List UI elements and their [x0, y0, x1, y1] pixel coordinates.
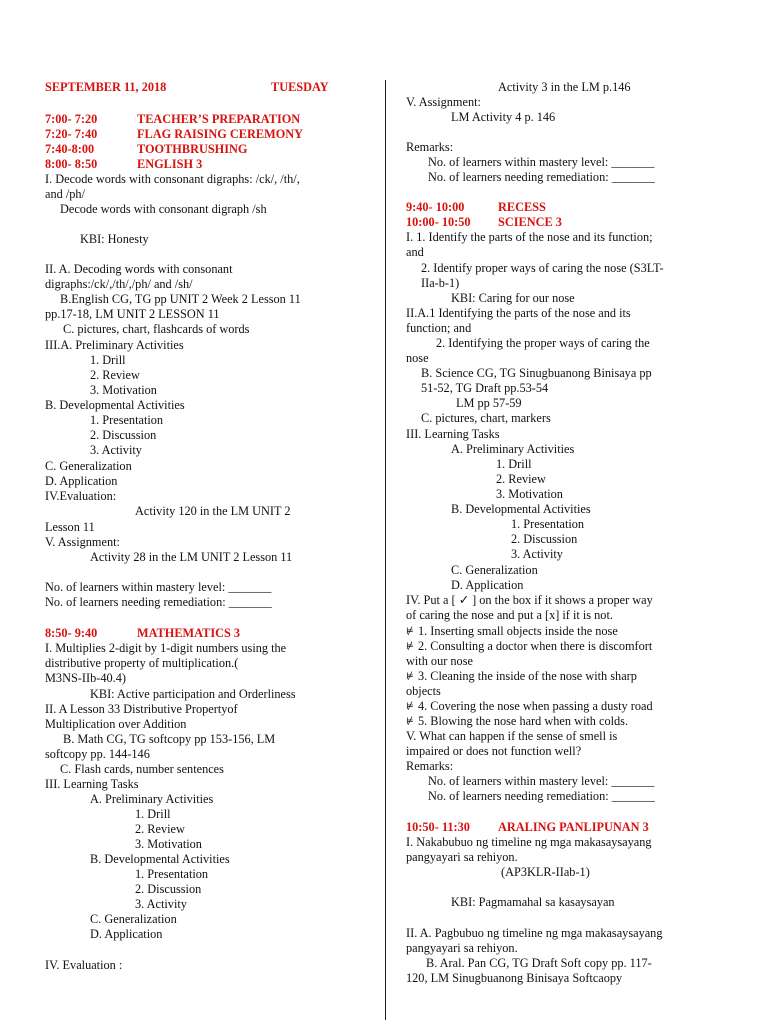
math-line: 1. Presentation	[135, 867, 209, 881]
english-line: 1. Presentation	[90, 413, 164, 427]
math-subject: MATHEMATICS 3	[137, 626, 241, 640]
science-line: A. Preliminary Activities	[451, 442, 575, 456]
math-line: B. Developmental Activities	[90, 852, 230, 866]
science-time: 10:00- 10:50	[406, 215, 471, 229]
math-line: 3. Motivation	[135, 837, 202, 851]
science-subject: SCIENCE 3	[498, 215, 562, 229]
lesson-line: Remarks:	[406, 140, 454, 154]
science-item-text: 2. Consulting a doctor when there is discomfort	[418, 639, 653, 653]
science-line: B. Developmental Activities	[451, 502, 591, 516]
science-line	[406, 714, 628, 729]
english-line: Lesson 11	[45, 520, 95, 534]
english-line: 2. Discussion	[90, 428, 157, 442]
math-line: A. Preliminary Activities	[90, 792, 214, 806]
lesson-line: V. Assignment:	[406, 95, 481, 109]
schedule-time: 7:40-8:00	[45, 142, 95, 156]
math-line: M3NS-IIb-40.4)	[45, 671, 126, 685]
recess-label: RECESS	[498, 200, 546, 214]
science-line: Remarks:	[406, 759, 454, 773]
science-line: 2. Identify proper ways of caring the nose (S3LT-	[421, 261, 664, 275]
science-line: and	[406, 245, 424, 259]
english-line: and /ph/	[45, 187, 85, 201]
english-line: 3. Activity	[90, 443, 142, 457]
english-line: III.A. Preliminary Activities	[45, 338, 184, 352]
english-line: C. pictures, chart, flashcards of words	[63, 322, 250, 336]
schedule-time: 7:00- 7:20	[45, 112, 98, 126]
english-line: pp.17-18, LM UNIT 2 LESSON 11	[45, 307, 220, 321]
science-line: with our nose	[406, 654, 473, 668]
science-line	[406, 639, 652, 654]
english-line: II. A. Decoding words with consonant	[45, 262, 233, 276]
science-line: 2. Discussion	[511, 532, 578, 546]
checkmark-icon: ⊭	[406, 671, 414, 681]
ap-line: pangyayari sa rehiyon.	[406, 941, 518, 955]
english-line: C. Generalization	[45, 459, 132, 473]
ap-line: (AP3KLR-IIab-1)	[501, 865, 590, 879]
science-line: C. pictures, chart, markers	[421, 411, 551, 425]
ap-time: 10:50- 11:30	[406, 820, 470, 834]
schedule-time: 8:00- 8:50	[45, 157, 98, 171]
checkmark-icon: ⊭	[406, 716, 414, 726]
science-line: B. Science CG, TG Sinugbuanong Binisaya pp	[421, 366, 652, 380]
math-line: 3. Activity	[135, 897, 187, 911]
math-line: B. Math CG, TG softcopy pp 153-156, LM	[63, 732, 276, 746]
science-line: 1. Drill	[496, 457, 532, 471]
lesson-line: LM Activity 4 p. 146	[451, 110, 556, 124]
science-line: No. of learners within mastery level: _______	[428, 774, 655, 788]
schedule-activity: TOOTHBRUSHING	[137, 142, 248, 156]
math-line: I. Multiplies 2-digit by 1-digit numbers using the	[45, 641, 287, 655]
science-line: nose	[406, 351, 429, 365]
science-line: V. What can happen if the sense of smell is	[406, 729, 618, 743]
science-line: 2. Review	[496, 472, 546, 486]
math-line: II. A Lesson 33 Distributive Propertyof	[45, 702, 238, 716]
ap-line: B. Aral. Pan CG, TG Draft Soft copy pp. 117-	[426, 956, 652, 970]
ap-line: pangyayari sa rehiyon.	[406, 850, 518, 864]
english-line: IV.Evaluation:	[45, 489, 117, 503]
science-line: I. 1. Identify the parts of the nose and its function;	[406, 230, 653, 244]
checkmark-icon: ⊭	[406, 626, 414, 636]
english-line: D. Application	[45, 474, 118, 488]
english-line: B.English CG, TG pp UNIT 2 Week 2 Lesson 11	[60, 292, 301, 306]
science-line: III. Learning Tasks	[406, 427, 500, 441]
day-heading: TUESDAY	[271, 80, 329, 94]
column-divider	[385, 80, 386, 1020]
math-line: softcopy pp. 144-146	[45, 747, 150, 761]
science-line: IV. Put a [ ✓ ] on the box if it shows a proper way	[406, 593, 653, 607]
english-line: No. of learners within mastery level: _______	[45, 580, 272, 594]
science-line: KBI: Caring for our nose	[451, 291, 575, 305]
science-item-text: 1. Inserting small objects inside the nose	[418, 624, 618, 638]
science-line: LM pp 57-59	[456, 396, 522, 410]
ap-subject: ARALING PANLIPUNAN 3	[498, 820, 649, 834]
ap-line: I. Nakabubuo ng timeline ng mga makasaysayang	[406, 835, 652, 849]
schedule-activity: ENGLISH 3	[137, 157, 203, 171]
english-line: digraphs:/ck/,/th/,/ph/ and /sh/	[45, 277, 193, 291]
english-line: 2. Review	[90, 368, 140, 382]
math-line: C. Generalization	[90, 912, 177, 926]
ap-line: II. A. Pagbubuo ng timeline ng mga makasaysayang	[406, 926, 663, 940]
schedule-activity: TEACHER’S PREPARATION	[137, 112, 301, 126]
science-line	[406, 669, 637, 684]
science-item-text: 4. Covering the nose when passing a dusty road	[418, 699, 653, 713]
ap-line: KBI: Pagmamahal sa kasaysayan	[451, 895, 615, 909]
science-line: 3. Activity	[511, 547, 563, 561]
math-line: III. Learning Tasks	[45, 777, 139, 791]
english-line: Activity 120 in the LM UNIT 2	[135, 504, 291, 518]
english-line: Activity 28 in the LM UNIT 2 Lesson 11	[90, 550, 293, 564]
science-item-text: 5. Blowing the nose hard when with colds.	[418, 714, 629, 728]
science-line: IIa-b-1)	[421, 276, 460, 290]
science-line: function; and	[406, 321, 472, 335]
lesson-line: No. of learners within mastery level: _______	[428, 155, 655, 169]
english-line: No. of learners needing remediation: _______	[45, 595, 272, 609]
science-line: II.A.1 Identifying the parts of the nose and its	[406, 306, 631, 320]
science-line	[406, 699, 653, 714]
recess-time: 9:40- 10:00	[406, 200, 465, 214]
science-line: No. of learners needing remediation: _______	[428, 789, 655, 803]
science-line: 51-52, TG Draft pp.53-54	[421, 381, 549, 395]
math-line: 2. Review	[135, 822, 185, 836]
lesson-line: No. of learners needing remediation: _______	[428, 170, 655, 184]
english-line: I. Decode words with consonant digraphs: /ck/, /th/,	[45, 172, 300, 186]
date-heading: SEPTEMBER 11, 2018	[45, 80, 167, 94]
math-line: Multiplication over Addition	[45, 717, 187, 731]
science-line: impaired or does not function well?	[406, 744, 582, 758]
english-line: KBI: Honesty	[80, 232, 149, 246]
math-time: 8:50- 9:40	[45, 626, 98, 640]
english-line: B. Developmental Activities	[45, 398, 185, 412]
schedule-activity: FLAG RAISING CEREMONY	[137, 127, 304, 141]
english-line: V. Assignment:	[45, 535, 120, 549]
schedule-time: 7:20- 7:40	[45, 127, 98, 141]
english-line: 3. Motivation	[90, 383, 157, 397]
math-line: distributive property of multiplication.(	[45, 656, 239, 670]
science-line: of caring the nose and put a [x] if it is not.	[406, 608, 613, 622]
math-line: IV. Evaluation :	[45, 958, 123, 972]
checkmark-icon: ⊭	[406, 701, 414, 711]
science-line	[406, 624, 618, 639]
science-item-text: 3. Cleaning the inside of the nose with sharp	[418, 669, 637, 683]
science-line: objects	[406, 684, 441, 698]
english-line: 1. Drill	[90, 353, 126, 367]
science-line: 3. Motivation	[496, 487, 563, 501]
science-line: C. Generalization	[451, 563, 538, 577]
lesson-line: Activity 3 in the LM p.146	[498, 80, 631, 94]
math-line: C. Flash cards, number sentences	[60, 762, 224, 776]
ap-line: 120, LM Sinugbuanong Binisaya Softcaopy	[406, 971, 623, 985]
science-line: 2. Identifying the proper ways of caring the	[436, 336, 650, 350]
checkmark-icon: ⊭	[406, 641, 414, 651]
math-line: KBI: Active participation and Orderliness	[90, 687, 296, 701]
science-line: D. Application	[451, 578, 524, 592]
english-line: Decode words with consonant digraph /sh	[60, 202, 267, 216]
science-line: 1. Presentation	[511, 517, 585, 531]
math-line: 2. Discussion	[135, 882, 202, 896]
math-line: 1. Drill	[135, 807, 171, 821]
math-line: D. Application	[90, 927, 163, 941]
